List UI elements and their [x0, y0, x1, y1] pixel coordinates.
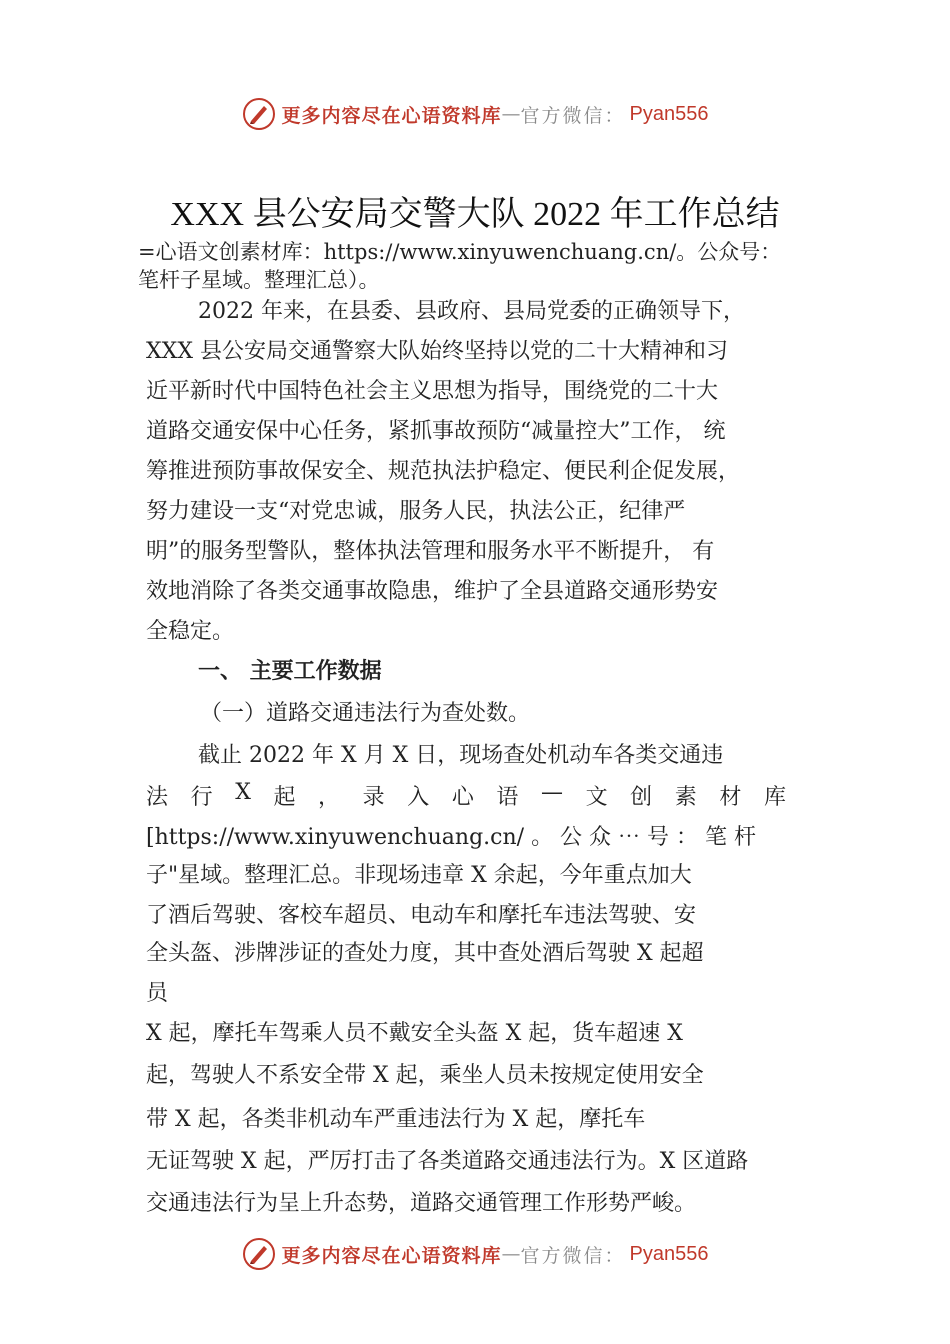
body-line-12: 交通违法行为呈上升态势，道路交通管理工作形势严峻。: [146, 1191, 697, 1216]
body-line-5: 了酒后驾驶、客校车超员、电动车和摩托车违法驾驶、安: [146, 903, 697, 928]
spread-word: —: [541, 780, 563, 805]
spread-word: ，: [318, 785, 341, 810]
intro-line-3: 近平新时代中国特色社会主义思想为指导，围绕党的二十大: [146, 379, 719, 404]
body-line-4: 子"星域。整理汇总。非现场违章 X 余起，今年重点加大: [146, 863, 692, 888]
watermark-dash: —: [501, 103, 521, 125]
body-line-7: 员: [146, 981, 169, 1006]
body-line-8: X 起，摩托车驾乘人员不戴安全头盔 X 起，货车超速 X: [146, 1021, 683, 1046]
body-line-3: [https://www.xinyuwenchuang.cn/ 。 公 众 ⋯ 号 ： 笔 杆: [146, 825, 757, 850]
intro-line-8: 效地消除了各类交通事故隐患，维护了全县道路交通形势安: [146, 579, 719, 604]
body-line-1: 截止 2022 年 X 月 X 日，现场查处机动车各类交通违: [198, 743, 724, 768]
spread-word: 录: [362, 785, 385, 810]
watermark-dash: —: [501, 1243, 521, 1265]
intro-line-7: 明”的服务型警队，整体执法管理和服务水平不断提升， 有: [146, 539, 715, 564]
spread-word: 素: [674, 785, 697, 810]
source-line-1: =心语文创素材库：https://www.xinyuwenchuang.cn/。公众号：: [138, 240, 782, 264]
spread-word: 行: [190, 785, 213, 810]
watermark-wechat-label: 官方微信：: [520, 104, 626, 127]
body-line-11: 无证驾驶 X 起，严厉打击了各类道路交通违法行为。X 区道路: [146, 1149, 749, 1174]
spread-word: 心: [451, 785, 474, 810]
spread-word: 语: [496, 785, 519, 810]
watermark-text: 更多内容尽在心语资料库: [281, 1244, 502, 1267]
watermark-text: 更多内容尽在心语资料库: [281, 104, 502, 127]
body-line-spread: [146, 780, 786, 811]
watermark-wechat-id: Pyan556: [629, 102, 709, 125]
body-line-6: 全头盔、涉牌涉证的查处力度，其中查处酒后驾驶 X 起超: [146, 941, 704, 966]
intro-line-1: 2022 年来，在县委、县政府、县局党委的正确领导下，: [198, 299, 745, 324]
footer-watermark: [0, 1234, 950, 1274]
spread-word: 材: [719, 785, 742, 810]
section-heading: 一、 主要工作数据: [198, 659, 382, 684]
spread-word: 起: [273, 785, 296, 810]
spread-word: 入: [407, 785, 430, 810]
document-title: XXX 县公安局交警大队 2022 年工作总结: [170, 196, 780, 233]
header-watermark: [0, 94, 950, 134]
body-line-10: 带 X 起，各类非机动车严重违法行为 X 起，摩托车: [146, 1107, 646, 1132]
body-line-9: 起，驾驶人不系安全带 X 起，乘坐人员未按规定使用安全: [146, 1063, 704, 1088]
watermark-wechat-label: 官方微信：: [520, 1244, 626, 1267]
subsection-heading: （一）道路交通违法行为查处数。: [200, 701, 531, 726]
intro-line-6: 努力建设一支“对党忠诚，服务人民，执法公正，纪律严: [146, 499, 686, 524]
intro-line-9: 全稳定。: [146, 619, 235, 644]
spread-word: 法: [146, 785, 169, 810]
pen-scroll-logo-icon: [242, 97, 276, 131]
spread-word: 文: [585, 785, 608, 810]
spread-word: X: [235, 780, 251, 805]
watermark-wechat-id: Pyan556: [629, 1242, 709, 1265]
intro-line-5: 筹推进预防事故保安全、规范执法护稳定、便民利企促发展，: [146, 459, 741, 484]
pen-scroll-logo-icon: [242, 1237, 276, 1271]
spread-word: 创: [630, 785, 653, 810]
intro-line-2: XXX 县公安局交通警察大队始终坚持以党的二十大精神和习: [146, 339, 728, 364]
spread-word: 库: [763, 785, 786, 810]
intro-line-4: 道路交通安保中心任务，紧抓事故预防“减量控大”工作， 统: [146, 419, 726, 444]
source-line-2: 笔杆子星域。整理汇总）。: [138, 268, 380, 292]
